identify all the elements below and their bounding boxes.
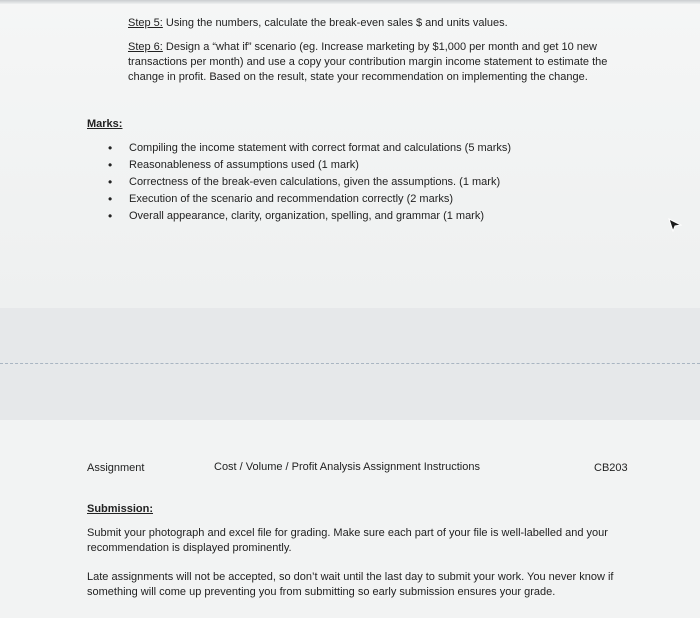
step-5-label: Step 5: xyxy=(128,17,163,29)
marks-item: • Execution of the scenario and recommendation correctly (2 marks) xyxy=(105,191,575,208)
step-5-text: Using the numbers, calculate the break-even sales $ and units values. xyxy=(162,17,508,29)
footer-left: Assignment xyxy=(87,462,145,474)
marks-item: • Reasonableness of assumptions used (1 mark) xyxy=(105,157,575,174)
page-edge xyxy=(0,0,700,4)
footer-title: Cost / Volume / Profit Analysis Assignment Instructions xyxy=(214,461,480,473)
footer-course-code: CB203 xyxy=(594,462,628,474)
step-6-label: Step 6: xyxy=(128,41,163,53)
submission-paragraph-2: Late assignments will not be accepted, so don’t wait until the last day to submit your work. You never know if something will come up preventing you from submitting so early submission ensures your grade. xyxy=(87,571,614,598)
marks-item: • Correctness of the break-even calculations, given the assumptions. (1 mark) xyxy=(105,174,575,191)
submission-heading: Submission: xyxy=(87,503,154,515)
page-break-divider xyxy=(0,363,700,364)
marks-heading: Marks: xyxy=(87,118,123,130)
step-6-text: Design a “what if” scenario (eg. Increase marketing by $1,000 per month and get 10 new transactions per month) and use a copy your contribution margin income statement to estimate the change in profit. Based on the result, state your recommendation on implementing the change. xyxy=(128,41,608,83)
step-6 xyxy=(128,40,610,85)
mouse-pointer-icon xyxy=(668,218,682,232)
page-bottom xyxy=(0,420,700,618)
step-5 xyxy=(128,16,608,31)
page-top xyxy=(0,0,700,308)
marks-item: • Overall appearance, clarity, organization, spelling, and grammar (1 mark) xyxy=(105,208,575,225)
marks-list xyxy=(105,140,575,225)
page-gap xyxy=(0,308,700,420)
submission-paragraph-1: Submit your photograph and excel file for grading. Make sure each part of your file is well-labelled and your recommendation is displayed prominently. xyxy=(87,527,608,554)
marks-item: • Compiling the income statement with correct format and calculations (5 marks) xyxy=(105,140,575,157)
